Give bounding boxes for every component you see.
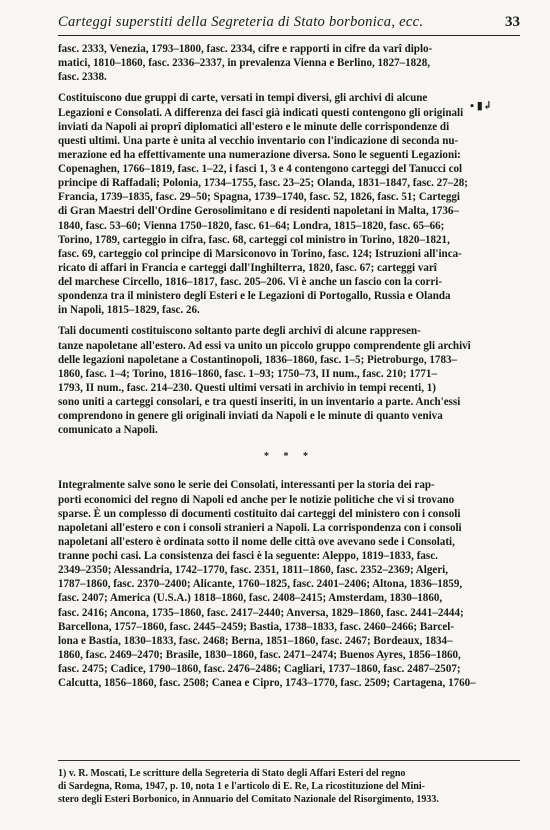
text-line: spondenza tra il ministero degli Esteri e le Legazioni di Portogallo, Russia e Olanda (58, 290, 451, 303)
text-line: merazione ed ha effettivamente una numerazione diversa. Sono le seguenti Legazioni: (58, 148, 461, 161)
text-line: 1840, fasc. 53–60; Vienna 1750–1820, fasc. 61–64; Londra, 1815–1820, fasc. 65–66; (58, 219, 445, 232)
text-line: 2349–2350; Alessandria, 1742–1770, fasc. 2351, 1811–1860, fasc. 2352–2369; Algeri, (58, 564, 449, 577)
text-line: tranne pochi casi. La consistenza dei fasci è la seguente: Aleppo, 1819–1833, fasc. (58, 550, 438, 562)
text-line: sparse. È un complesso di documenti costituito dai carteggi del ministero con i consoli (58, 507, 461, 520)
text-line: sono uniti a carteggi consolari, e tra questi inseriti, in un inventario a parte. Anch'essi (58, 396, 461, 408)
text-line: comprendono in genere gli originali inviati da Napoli e le minute di quanto veniva (58, 410, 443, 423)
text-line: Barcellona, 1757–1860, fasc. 2445–2459; Bastia, 1738–1833, fasc. 2460–2466; Barcel- (58, 620, 455, 633)
text-line: ricato di affari in Francia e carteggi dall'Inghilterra, 1820, fasc. 67; carteggi varî (58, 261, 437, 274)
text-line: fasc. 2338. (58, 71, 107, 84)
text-line: questi ultimi. Una parte è unita al vecchio inventario con l'indicazione di seconda nu- (58, 134, 459, 147)
text-line: Copenaghen, 1766–1819, fasc. 1–22, i fasci 1, 3 e 4 contengono carteggi del Tanucci col (58, 163, 463, 175)
paragraph-4 (58, 478, 520, 690)
text-line: 1) v. R. Moscati, Le scritture della Segreteria di Stato degli Affari Esteri del regno (58, 768, 406, 779)
text-line: delle legazioni napoletane a Costantinopoli, 1836–1860, fasc. 1–5; Pietroburgo, 1783– (58, 353, 458, 366)
text-line: porti economici del regno di Napoli ed anche per le notizie politiche che vi si trovano (58, 493, 455, 506)
text-line: 1860, fasc. 1–4; Torino, 1816–1860, fasc. 1–93; 1750–73, II num., fasc. 210; 1771– (58, 367, 437, 380)
section-separator: * * * (264, 451, 314, 463)
text-line: di Sardegna, Roma, 1947, p. 10, nota 1 e l'articolo di E. Re, La ricostituzione del Mini- (58, 781, 425, 792)
text-line: Francia, 1739–1835, fasc. 29–50; Spagna, 1739–1740, fasc. 52, 1826, fasc. 51; Carteggi (58, 191, 460, 204)
text-line: comunicato a Napoli. (58, 424, 158, 437)
text-line: fasc. 2475; Cadice, 1790–1860, fasc. 2476–2486; Cagliari, 1737–1860, fasc. 2487–2507; (58, 663, 461, 675)
text-line: Integralmente salve sono le serie dei Consolati, interessanti per la storia dei rap- (58, 479, 435, 492)
footnote (58, 760, 520, 806)
text-line: tanze napoletane all'estero. Ad essi va unito un piccolo gruppo comprendente gli archivî (58, 339, 471, 352)
text-line: Calcutta, 1856–1860, fasc. 2508; Canea e Cipro, 1743–1770, fasc. 2509; Cartagena, 1760– (58, 677, 476, 690)
paragraph-3 (58, 324, 520, 437)
text-line: principe di Raffadali; Polonia, 1734–1755, fasc. 23–25; Olanda, 1831–1847, fasc. 27–28; (58, 177, 468, 190)
text-line: 1860, fasc. 2469–2470; Brasile, 1830–1860, fasc. 2471–2474; Buenos Ayres, 1856–1860, (58, 648, 461, 661)
text-line: del marchese Circello, 1816–1817, fasc. 205–206. Vi è anche un fascio con la corri- (58, 276, 443, 288)
text-line: inviati da Napoli ai proprî diplomatici all'estero e le minute delle corrispondenze di (58, 120, 450, 133)
text-line: di Gran Maestri dell'Ordine Gerosolimitano e di residenti napoletani in Malta, 1736– (58, 205, 459, 218)
text-line: fasc. 2416; Ancona, 1735–1860, fasc. 2417–2440; Anversa, 1829–1860, fasc. 2441–2444; (58, 606, 464, 619)
text-line: matici, 1810–1860, fasc. 2336–2337, in prevalenza Vienna e Berlino, 1827–1828, (58, 57, 430, 70)
page-header (58, 14, 520, 36)
text-line: fasc. 69, carteggio col principe di Marsiconovo in Torino, fasc. 124; Istruzioni all'inca- (58, 247, 462, 260)
text-line: fasc. 2407; America (U.S.A.) 1818–1860, fasc. 2408–2415; Amsterdam, 1830–1860, (58, 592, 443, 605)
text-line: fasc. 2333, Venezia, 1793–1800, fasc. 2334, cifre e rapporti in cifre da varî diplo- (58, 43, 433, 55)
paragraph-2 (58, 91, 520, 317)
page-number: 33 (505, 14, 520, 30)
text-line: Costituiscono due gruppi di carte, versati in tempi diversi, gli archivi di alcune (58, 92, 428, 105)
margin-mark: ▪ ▮↲ (470, 100, 492, 112)
text-line: stero degli Esteri Borbonico, in Annuario del Comitato Nazionale del Risorgimento, 1933. (58, 794, 439, 805)
text-line: Legazioni e Consolati. A differenza dei fasci già indicati questi contengono gli originali (58, 106, 464, 119)
text-line: napoletani all'estero e con i consoli stranieri a Napoli. La corrispondenza con i consoli (58, 521, 462, 534)
text-line: Torino, 1789, carteggio in cifra, fasc. 68, carteggi col ministro in Torino, 1820–1821, (58, 233, 450, 246)
text-line: Tali documenti costituiscono soltanto parte degli archivî di alcune rappresen- (58, 325, 421, 338)
text-line: in Napoli, 1815–1829, fasc. 26. (58, 304, 200, 317)
text-line: 1787–1860, fasc. 2370–2400; Alicante, 1760–1825, fasc. 2401–2406; Altona, 1836–1859, (58, 578, 463, 591)
text-line: napoletani all'estero è ordinata sotto il nome delle città ove avevano sede i Consolati, (58, 535, 455, 548)
paragraph-1 (58, 42, 520, 84)
running-head: Carteggi superstiti della Segreteria di Stato borbonica, ecc. (58, 14, 424, 30)
text-line: lona e Bastia, 1830–1833, fasc. 2468; Berna, 1851–1860, fasc. 2467; Bordeaux, 1834– (58, 634, 453, 647)
text-line: 1793, II num., fasc. 214–230. Questi ultimi versati in archivio in tempi recenti, 1) (58, 381, 436, 394)
